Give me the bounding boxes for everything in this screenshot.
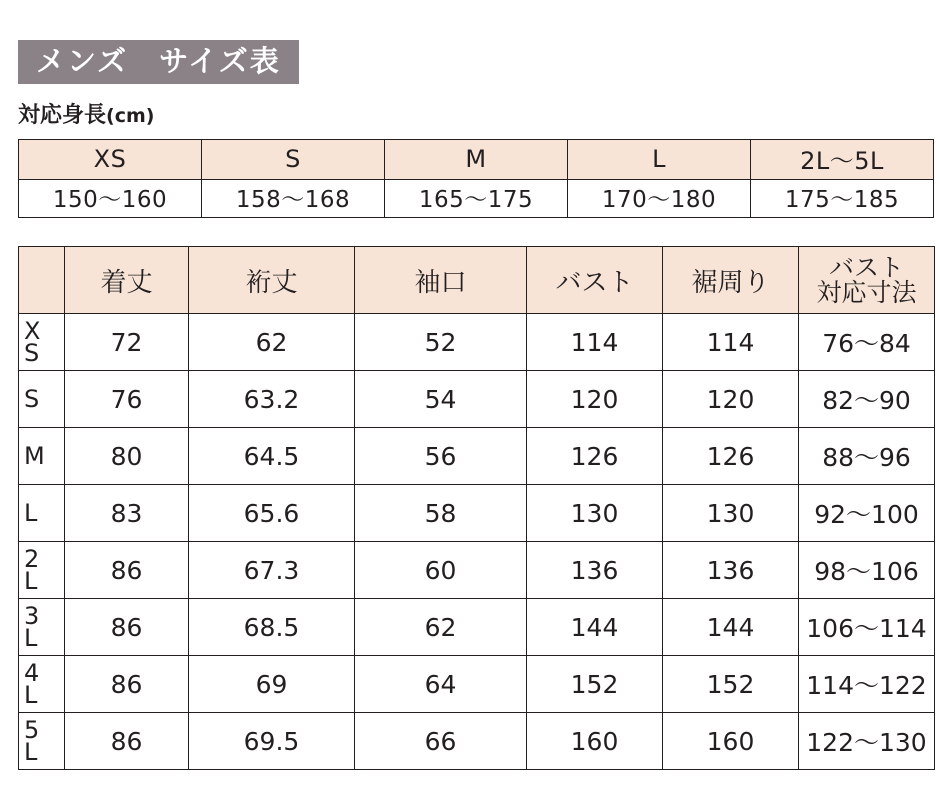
- measurements-header-row: [19, 247, 935, 314]
- height-table: [18, 139, 934, 218]
- table-row: [19, 485, 935, 542]
- cell-susomawari: 136: [663, 542, 799, 599]
- header-bust-fit-line2: 対応寸法: [816, 278, 917, 308]
- row-size-4l-line2: L: [24, 681, 38, 710]
- cell-yukitake: 69: [189, 656, 355, 713]
- cell-yukitake: 68.5: [189, 599, 355, 656]
- row-size-2l-line1: 2: [24, 544, 40, 573]
- cell-yukitake: 64.5: [189, 428, 355, 485]
- header-bust-fit-line1: バスト: [828, 252, 904, 282]
- height-size-2l-5l: 2L〜5L: [751, 140, 934, 180]
- row-size-2l-line2: L: [24, 567, 38, 596]
- cell-bust: 136: [527, 542, 663, 599]
- cell-sodeguchi: 66: [355, 713, 527, 770]
- cell-susomawari: 130: [663, 485, 799, 542]
- height-size-m: M: [385, 140, 568, 180]
- table-row: [19, 371, 935, 428]
- row-size-4l: [19, 656, 65, 713]
- cell-bust: 130: [527, 485, 663, 542]
- cell-susomawari: 114: [663, 314, 799, 371]
- height-section-label: [18, 98, 928, 129]
- cell-sodeguchi: 60: [355, 542, 527, 599]
- cell-sodeguchi: 62: [355, 599, 527, 656]
- cell-susomawari: 160: [663, 713, 799, 770]
- row-size-m: M: [19, 428, 65, 485]
- height-size-s: S: [202, 140, 385, 180]
- cell-yukitake: 65.6: [189, 485, 355, 542]
- cell-bust: 144: [527, 599, 663, 656]
- cell-sodeguchi: 52: [355, 314, 527, 371]
- cell-susomawari: 144: [663, 599, 799, 656]
- table-row: [19, 542, 935, 599]
- row-size-5l-line2: L: [24, 738, 38, 767]
- header-bust: バスト: [527, 247, 663, 314]
- cell-bust-fit: 122〜130: [799, 713, 935, 770]
- cell-sodeguchi: 54: [355, 371, 527, 428]
- row-size-5l-line1: 5: [24, 715, 40, 744]
- height-table-header-row: [19, 140, 934, 180]
- cell-bust: 152: [527, 656, 663, 713]
- cell-susomawari: 126: [663, 428, 799, 485]
- cell-yukitake: 67.3: [189, 542, 355, 599]
- cell-sodeguchi: 56: [355, 428, 527, 485]
- cell-kitake: 86: [65, 542, 189, 599]
- row-size-3l-line1: 3: [24, 601, 40, 630]
- cell-bust-fit: 98〜106: [799, 542, 935, 599]
- row-size-xs: [19, 314, 65, 371]
- table-row: [19, 656, 935, 713]
- cell-bust: 126: [527, 428, 663, 485]
- row-size-l: L: [19, 485, 65, 542]
- cell-bust-fit: 88〜96: [799, 428, 935, 485]
- cell-yukitake: 69.5: [189, 713, 355, 770]
- cell-kitake: 76: [65, 371, 189, 428]
- cell-bust: 160: [527, 713, 663, 770]
- header-bust-fit: [799, 247, 935, 314]
- cell-susomawari: 152: [663, 656, 799, 713]
- height-size-l: L: [568, 140, 751, 180]
- height-range-2l-5l: 175〜185: [751, 180, 934, 218]
- height-range-m: 165〜175: [385, 180, 568, 218]
- row-size-4l-line1: 4: [24, 658, 40, 687]
- cell-sodeguchi: 64: [355, 656, 527, 713]
- table-row: [19, 713, 935, 770]
- cell-kitake: 83: [65, 485, 189, 542]
- cell-bust-fit: 114〜122: [799, 656, 935, 713]
- row-size-xs-line2: S: [24, 339, 40, 368]
- height-range-s: 158〜168: [202, 180, 385, 218]
- row-size-5l: [19, 713, 65, 770]
- height-range-l: 170〜180: [568, 180, 751, 218]
- header-susomawari: 裾周り: [663, 247, 799, 314]
- row-size-3l-line2: L: [24, 624, 38, 653]
- cell-bust-fit: 76〜84: [799, 314, 935, 371]
- cell-bust-fit: 92〜100: [799, 485, 935, 542]
- height-range-xs: 150〜160: [19, 180, 202, 218]
- row-size-2l: [19, 542, 65, 599]
- header-sodeguchi: 袖口: [355, 247, 527, 314]
- cell-bust-fit: 106〜114: [799, 599, 935, 656]
- cell-sodeguchi: 58: [355, 485, 527, 542]
- cell-kitake: 80: [65, 428, 189, 485]
- page-title: メンズ サイズ表: [18, 40, 299, 84]
- table-row: [19, 314, 935, 371]
- cell-kitake: 72: [65, 314, 189, 371]
- measurements-table: [18, 246, 935, 770]
- cell-yukitake: 63.2: [189, 371, 355, 428]
- cell-kitake: 86: [65, 713, 189, 770]
- header-yukitake: 裄丈: [189, 247, 355, 314]
- height-size-xs: XS: [19, 140, 202, 180]
- cell-kitake: 86: [65, 599, 189, 656]
- height-section-unit: (cm): [106, 105, 155, 128]
- row-size-3l: [19, 599, 65, 656]
- row-size-xs-line1: X: [24, 316, 41, 345]
- cell-kitake: 86: [65, 656, 189, 713]
- cell-susomawari: 120: [663, 371, 799, 428]
- row-size-s: S: [19, 371, 65, 428]
- table-row: [19, 428, 935, 485]
- cell-bust-fit: 82〜90: [799, 371, 935, 428]
- cell-yukitake: 62: [189, 314, 355, 371]
- header-kitake: 着丈: [65, 247, 189, 314]
- table-row: [19, 599, 935, 656]
- height-table-value-row: [19, 180, 934, 218]
- height-section-label-text: 対応身長: [18, 103, 107, 129]
- cell-bust: 114: [527, 314, 663, 371]
- header-size-column: [19, 247, 65, 314]
- cell-bust: 120: [527, 371, 663, 428]
